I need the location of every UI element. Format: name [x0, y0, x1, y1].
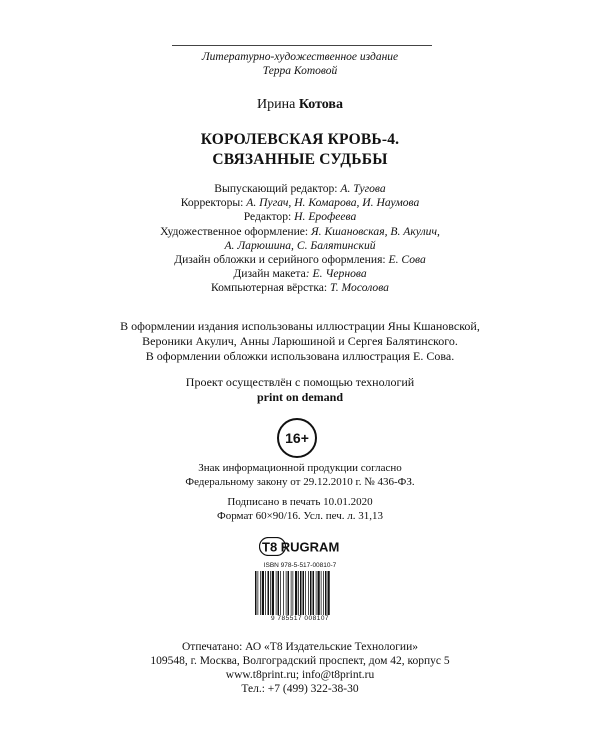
credit-line: [0, 239, 600, 253]
credit-role: Выпускающий редактор:: [214, 182, 341, 195]
credit-role: Дизайн обложки и серийного оформления:: [174, 253, 389, 267]
notice-line-1: Знак информационной продукции согласно: [198, 462, 402, 474]
project-note: [0, 375, 600, 405]
signed-line-2: Формат 60×90/16. Усл. печ. л. 31,13: [217, 510, 383, 522]
signed-line-1: Подписано в печать 10.01.2020: [227, 496, 373, 508]
book-title: [0, 130, 600, 170]
top-rule: [172, 45, 432, 46]
credit-names: А. Пугач, Н. Комарова, И. Наумова: [246, 196, 420, 210]
print-details: [0, 495, 600, 523]
credit-names: Н. Ерофеева: [294, 210, 357, 224]
series-info: [0, 50, 600, 78]
credit-line: [0, 210, 600, 224]
credit-names: А. Тугова: [340, 182, 386, 195]
credit-line: [0, 196, 600, 210]
author-first-name: Ирина: [257, 97, 296, 112]
credit-names: Я. Кшановская, В. Акулич,: [311, 224, 440, 238]
isbn: ISBN 978-5-517-00810-7: [263, 562, 337, 569]
title-line-2: СВЯЗАННЫЕ СУДЬБЫ: [212, 151, 388, 168]
info-product-notice: [0, 461, 600, 489]
illustrations-line-2: Вероники Акулич, Анны Ларюшиной и Сергея Балятинского.: [142, 334, 458, 348]
credit-role: Редактор:: [243, 210, 295, 224]
illustrations-line-3: В оформлении обложки использована иллюстрация Е. Сова.: [145, 349, 455, 363]
series-line-2: Терра Котовой: [262, 65, 338, 77]
author-last-name: Котова: [298, 97, 343, 112]
author: [0, 97, 600, 113]
illustrations-line-1: В оформлении издания использованы иллюстрации Яны Кшановской,: [120, 319, 480, 333]
project-line-2: print on demand: [256, 390, 344, 404]
credit-role: Компьютерная вёрстка:: [211, 281, 331, 295]
series-line-1: Литературно-художественное издание: [201, 51, 399, 63]
printer-line-2: 109548, г. Москва, Волгоградский проспект, дом 42, корпус 5: [150, 655, 450, 667]
notice-line-2: Федеральному закону от 29.12.2010 г. № 436-ФЗ.: [185, 476, 415, 488]
credit-role: Дизайн макета: [233, 267, 306, 281]
printer-line-1: Отпечатано: АО «Т8 Издательские Технологии»: [182, 641, 418, 653]
credit-names: Е. Сова: [388, 253, 426, 267]
age-rating-badge: 16+: [277, 418, 317, 458]
logo-text: T8 RUGRAM: [262, 539, 340, 555]
title-line-1: КОРОЛЕВСКАЯ КРОВЬ-4.: [200, 131, 400, 148]
barcode-number: 9 785517 008107: [270, 615, 330, 622]
credit-line: [0, 281, 600, 295]
credit-line: [0, 182, 600, 196]
credit-line: [0, 225, 600, 239]
credit-role: Корректоры:: [180, 196, 247, 210]
printer-line-3: www.t8print.ru; info@t8print.ru: [225, 669, 375, 681]
illustrations-note: [0, 319, 600, 364]
credit-role: Художественное оформление:: [160, 224, 312, 238]
credit-line: [0, 253, 600, 267]
credit-names: Т. Мосолова: [330, 281, 389, 295]
t8-rugram-logo-icon: [259, 537, 341, 556]
credit-names: : Е. Чернова: [305, 267, 367, 281]
credits: [0, 182, 600, 296]
barcode-icon: [254, 571, 346, 615]
printer-line-4: Тел.: +7 (499) 322-38-30: [241, 683, 359, 695]
credit-line: [0, 267, 600, 281]
printer-info: [0, 640, 600, 696]
credit-names: А. Ларюшина, С. Балятинский: [224, 238, 376, 252]
project-line-1: Проект осуществлён с помощью технологий: [185, 375, 415, 389]
